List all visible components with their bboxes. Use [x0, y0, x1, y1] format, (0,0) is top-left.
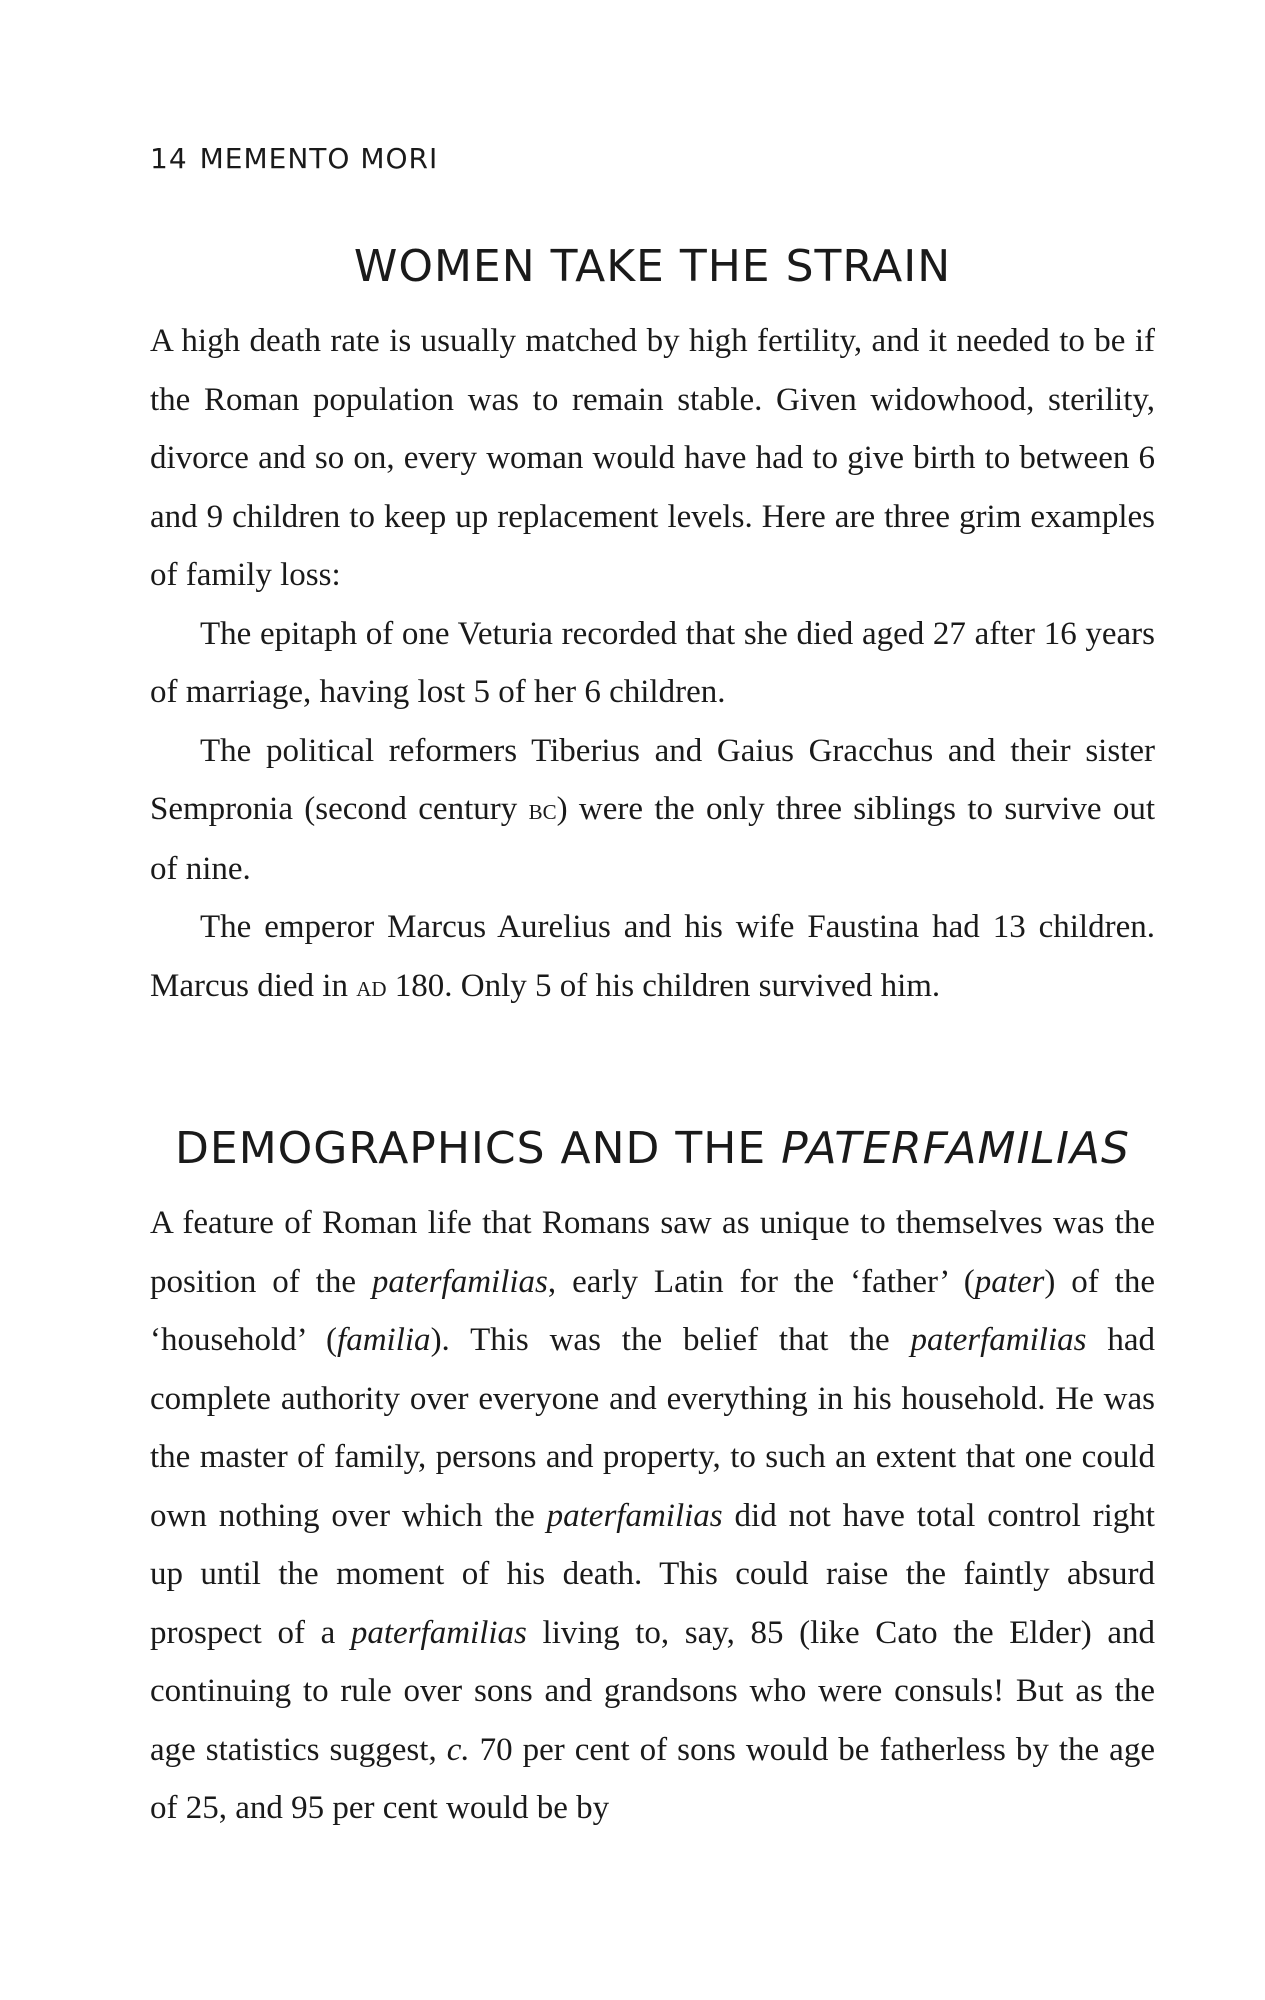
page-number: 14: [150, 142, 188, 175]
body-paragraph: [150, 1194, 1155, 1838]
text-run: , early Latin for the ‘father’ (: [547, 1263, 975, 1300]
text-run: had complete authority over everyone and everything in his household. He was the master of family, persons and property, to such an extent that one could own nothing over which the: [150, 1322, 1155, 1534]
text-run: ) were the only three siblings to survive out of nine.: [150, 791, 1155, 887]
text-run: 180. Only 5 of his children survived him.: [386, 967, 941, 1004]
text-run: A feature of Roman life that Romans saw as unique to themselves was the position of the: [150, 1205, 1155, 1300]
example-paragraph: [150, 898, 1155, 1016]
latin-term: familia: [337, 1322, 431, 1358]
text-run: ) of the ‘household’ (: [150, 1263, 1155, 1358]
heading-text: DEMOGRAPHICS AND THE: [175, 1123, 782, 1174]
text-run: 70 per cent of sons would be fatherless by the age of 25, and 95 per cent would be by: [150, 1731, 1155, 1826]
example-paragraph: [150, 722, 1155, 899]
latin-term: pater: [974, 1263, 1045, 1300]
running-head: [150, 142, 438, 175]
latin-term: paterfamilias: [546, 1497, 723, 1534]
text-run: living to, say, 85 (like Cato the Elder) and continuing to rule over sons and grandsons who were consuls! But as the age statistics suggest,: [150, 1614, 1155, 1768]
section-heading: WOMEN TAKE THE STRAIN: [353, 241, 952, 292]
latin-term: paterfamilias: [910, 1322, 1087, 1358]
latin-term: paterfamilias: [371, 1263, 548, 1300]
section-women-take-the-strain: [150, 238, 1155, 1016]
latin-term: paterfamilias: [350, 1614, 527, 1651]
text-run: The emperor Marcus Aurelius and his wife Faustina had 13 children. Marcus died in: [150, 909, 1155, 1004]
text-run: did not have total control right up until the moment of his death. This could raise the faintly absurd prospect of a: [150, 1497, 1155, 1651]
running-head-title: MEMENTO MORI: [199, 142, 439, 175]
section-heading: [150, 1120, 1155, 1178]
era-abbreviation: bc: [528, 793, 557, 826]
heading-italic-text: PATERFAMILIAS: [781, 1123, 1130, 1174]
example-paragraph: The epitaph of one Veturia recorded that she died aged 27 after 16 years of marriage, having lost 5 of her 6 children.: [150, 615, 1155, 710]
section-demographics: [150, 1120, 1155, 1838]
body-paragraph: A high death rate is usually matched by high fertility, and it needed to be if the Roman population was to remain stable. Given widowhood, sterility, divorce and so on, every woman would have had to give birth to between 6 and 9 children to keep up replacement levels. Here are three grim examples of family loss:: [150, 323, 1155, 593]
text-run: ). This was the belief that the: [430, 1322, 911, 1358]
era-abbreviation: ad: [356, 969, 387, 1003]
text-run: The political reformers Tiberius and Gaius Gracchus and their sister Sempronia (second century: [150, 732, 1155, 827]
latin-term: c.: [446, 1731, 470, 1768]
